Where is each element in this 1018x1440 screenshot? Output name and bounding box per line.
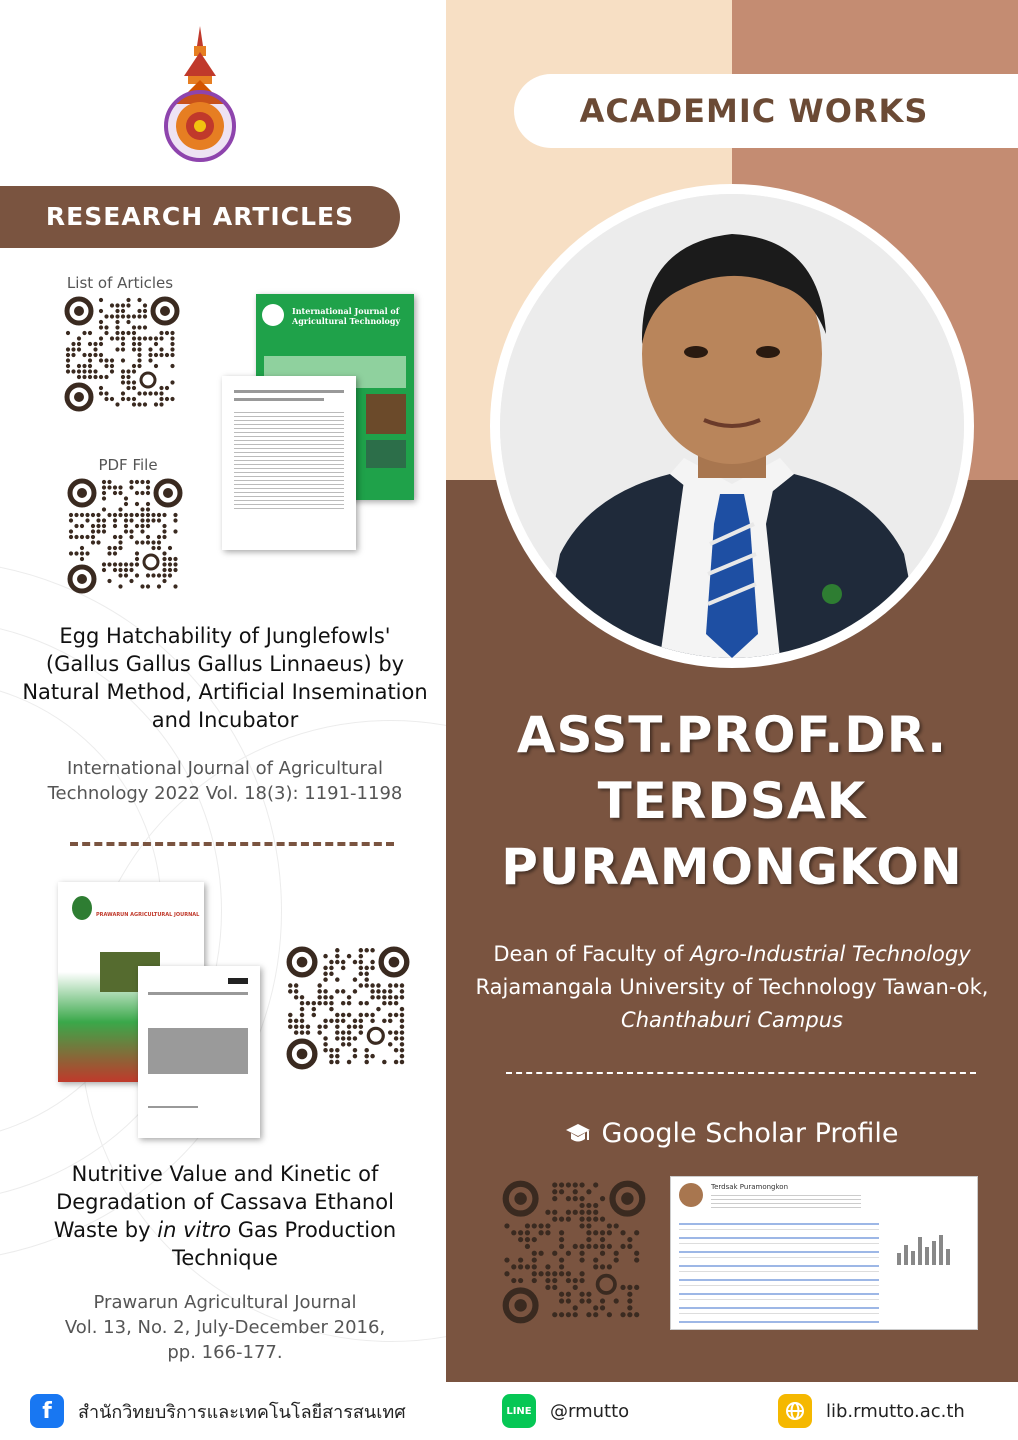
line-label: @rmutto	[550, 1400, 630, 1422]
article-2-page-preview	[138, 966, 260, 1138]
article-2-source-journal: Prawarun Agricultural Journal	[93, 1292, 357, 1313]
line-icon: LINE	[502, 1394, 536, 1428]
article-2-source-pages: pp. 166-177.	[167, 1342, 283, 1363]
article-2-title	[40, 1160, 410, 1272]
qr-pdf-label: PDF File	[98, 456, 158, 474]
position-line-1	[446, 938, 1018, 971]
article-2-source-volume: Vol. 13, No. 2, July-December 2016,	[64, 1317, 386, 1338]
journal-cover-title: International Journal of Agricultural Technology	[292, 306, 401, 326]
university-logo	[158, 26, 242, 166]
google-scholar-title: Google Scholar Profile	[601, 1118, 899, 1149]
position-prefix: Dean of Faculty of	[493, 942, 691, 966]
google-scholar-screenshot[interactable]	[670, 1176, 978, 1330]
position-faculty: Agro-Industrial Technology	[690, 942, 971, 966]
position-line-3: Chanthaburi Campus	[621, 1008, 843, 1032]
footer-website[interactable]	[778, 1382, 965, 1440]
footer-facebook[interactable]	[30, 1382, 406, 1440]
name-line-first: TERDSAK	[597, 772, 867, 830]
right-divider	[506, 1072, 976, 1074]
web-icon	[778, 1394, 812, 1428]
prawarun-cover-title: PRAWARUN AGRICULTURAL JOURNAL	[96, 912, 200, 918]
article-page-preview	[222, 376, 356, 550]
article-2-title-emph: in vitro	[157, 1218, 232, 1242]
left-divider	[70, 842, 394, 846]
research-articles-heading: RESEARCH ARTICLES	[45, 202, 355, 231]
qr-list-of-articles[interactable]	[64, 296, 180, 412]
profile-position	[446, 938, 1018, 1037]
article-2-source	[30, 1290, 420, 1365]
qr-pdf-file[interactable]	[67, 478, 183, 594]
academic-works-heading: ACADEMIC WORKS	[579, 92, 929, 130]
article-1-source: International Journal of Agricultural Technology 2022 Vol. 18(3): 1191-1198	[47, 758, 403, 804]
footer-line[interactable]	[502, 1382, 629, 1440]
article-2-title-part1: Nutritive Value and Kinetic of Degradation of Cassava Ethanol Waste by	[53, 1162, 394, 1242]
facebook-icon: f	[30, 1394, 64, 1428]
graduation-cap-icon	[565, 1121, 591, 1147]
qr-google-scholar[interactable]	[502, 1180, 646, 1324]
web-label: lib.rmutto.ac.th	[826, 1400, 965, 1422]
profile-name	[446, 702, 1018, 900]
scholar-preview-name: Terdsak Puramongkon	[711, 1183, 789, 1191]
profile-photo	[500, 194, 964, 658]
qr-list-label: List of Articles	[66, 274, 174, 292]
footer	[0, 1382, 1018, 1440]
name-line-title: ASST.PROF.DR.	[516, 706, 948, 764]
facebook-label: สำนักวิทยบริการและเทคโนโลยีสารสนเทศ	[78, 1401, 406, 1423]
article-1-title: Egg Hatchability of Junglefowls' (Gallus Gallus Gallus Linnaeus) by Natural Method, Artificial Insemination and Incubator	[22, 624, 428, 732]
name-line-last: PURAMONGKON	[501, 838, 963, 896]
qr-article-2[interactable]	[286, 946, 410, 1070]
position-line-2: Rajamangala University of Technology Tawan-ok,	[475, 975, 989, 999]
article-2-title-part2: Gas Production Technique	[172, 1218, 397, 1270]
google-scholar-heading	[446, 1118, 1018, 1149]
